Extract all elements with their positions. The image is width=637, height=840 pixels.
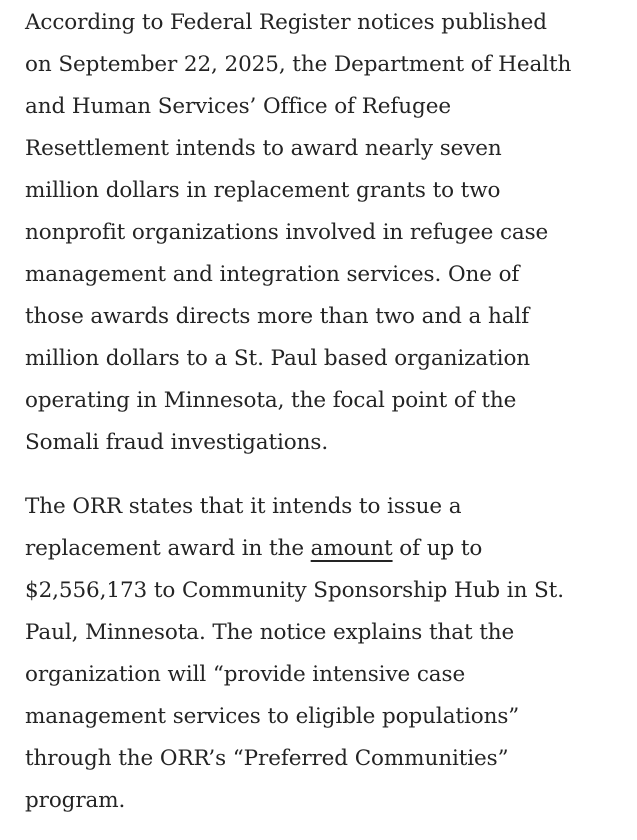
paragraph-2-line: $2,556,173 to Community Sponsorship Hub in St. [25, 578, 564, 603]
paragraph-gap [25, 464, 630, 486]
paragraph-1-line: nonprofit organizations involved in refugee case [25, 220, 549, 245]
paragraph-2-line: management services to eligible populations” [25, 704, 520, 729]
paragraph-1-line: and Human Services’ Office of Refugee [25, 94, 451, 119]
paragraph-1-line: million dollars to a St. Paul based organization [25, 346, 531, 371]
paragraph-2-line [25, 528, 630, 570]
paragraph-1-line: million dollars in replacement grants to two [25, 178, 501, 203]
paragraph-2-text: replacement award in the [25, 536, 311, 561]
paragraph-2-text: of up to [392, 536, 483, 561]
paragraph-2-line: program. [25, 788, 126, 813]
paragraph-1-line: According to Federal Register notices published [25, 10, 547, 35]
paragraph-1 [25, 2, 630, 464]
paragraph-2 [25, 486, 630, 822]
amount-link[interactable]: amount [310, 536, 393, 561]
paragraph-2-line: Paul, Minnesota. The notice explains that the [25, 620, 515, 645]
paragraph-1-line: Resettlement intends to award nearly seven [25, 136, 502, 161]
paragraph-1-line: on September 22, 2025, the Department of Health [25, 52, 572, 77]
paragraph-1-line: Somali fraud investigations. [25, 430, 329, 455]
paragraph-1-line: operating in Minnesota, the focal point of the [25, 388, 517, 413]
paragraph-2-line: through the ORR’s “Preferred Communities” [25, 746, 509, 771]
paragraph-2-line: The ORR states that it intends to issue a [25, 494, 462, 519]
article-body [25, 2, 630, 822]
paragraph-1-line: management and integration services. One of [25, 262, 520, 287]
paragraph-1-line: those awards directs more than two and a half [25, 304, 530, 329]
paragraph-2-line: organization will “provide intensive case [25, 662, 466, 687]
